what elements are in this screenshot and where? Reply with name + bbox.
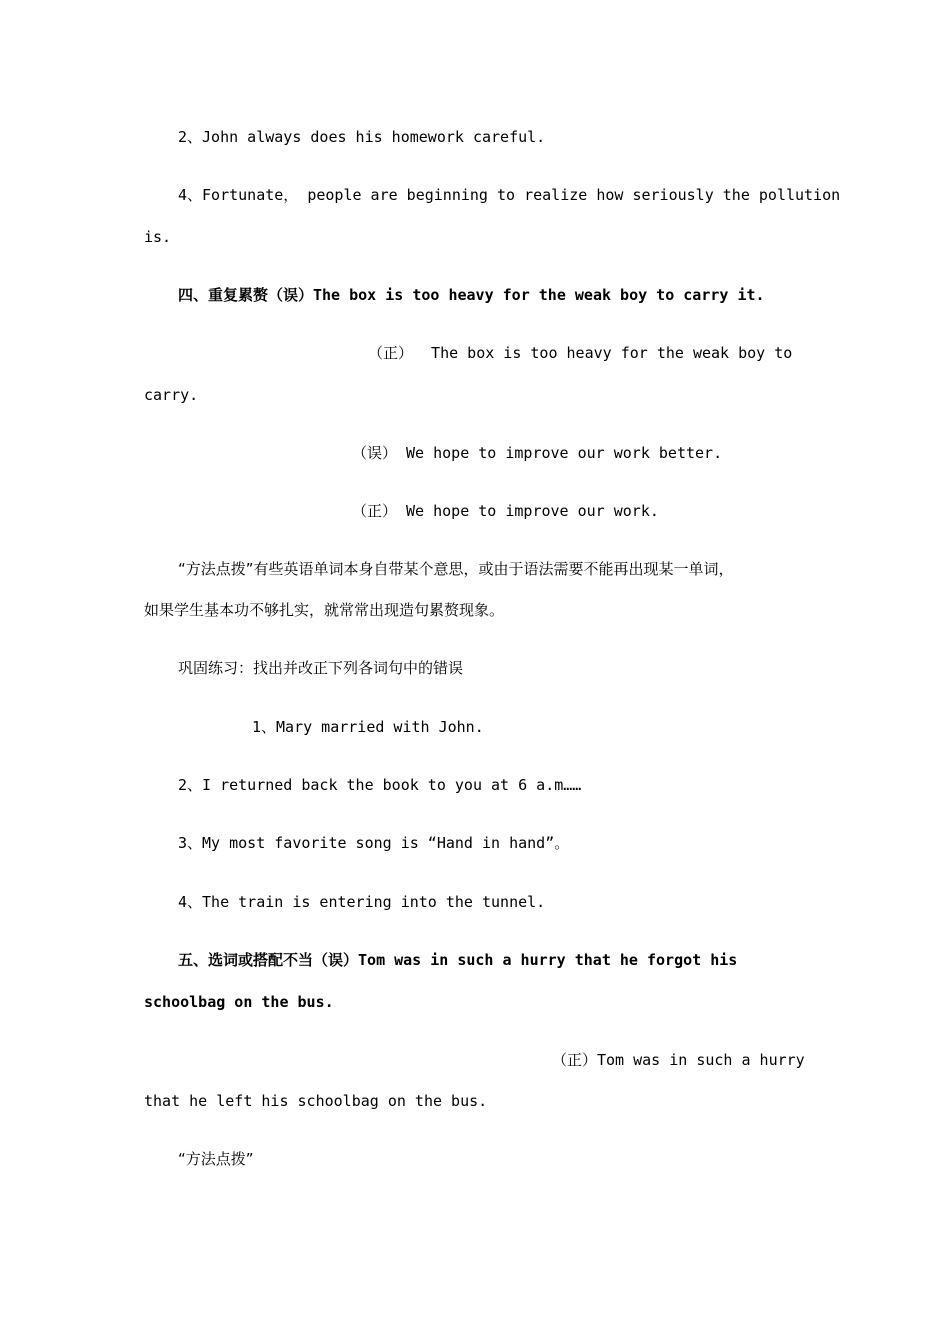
correct-example-1-continuation: carry. xyxy=(144,386,199,404)
method-tip-heading: “方法点拨” xyxy=(178,1150,254,1168)
section-five-heading-continuation: schoolbag on the bus. xyxy=(144,993,334,1011)
practice-item-3: 3、My most favorite song is “Hand in hand”。 xyxy=(178,834,570,852)
practice-item-4: 4、The train is entering into the tunnel. xyxy=(178,893,546,911)
exercise-line-4-continuation: is. xyxy=(144,228,172,246)
correct-example-3: （正）Tom was in such a hurry xyxy=(552,1051,805,1069)
exercise-line-2-careful: 2、John always does his homework careful. xyxy=(178,128,546,146)
correct-example-2: （正） We hope to improve our work. xyxy=(352,502,659,520)
exercise-line-4-fortunate: 4、Fortunate， people are beginning to realize how seriously the pollution xyxy=(178,186,841,204)
section-five-heading: 五、选词或搭配不当（误）Tom was in such a hurry that he forgot his xyxy=(178,951,738,969)
section-four-heading: 四、重复累赘（误）The box is too heavy for the weak boy to carry it. xyxy=(178,286,765,304)
correct-example-3-continuation: that he left his schoolbag on the bus. xyxy=(144,1092,488,1110)
practice-item-1: 1、Mary married with John. xyxy=(252,718,484,736)
practice-item-2: 2、I returned back the book to you at 6 a.m…… xyxy=(178,776,582,794)
method-tip-line-1: “方法点拨”有些英语单词本身自带某个意思，或由于语法需要不能再出现某一单词， xyxy=(178,560,734,578)
practice-heading: 巩固练习：找出并改正下列各词句中的错误 xyxy=(178,659,464,677)
wrong-example-2: （误） We hope to improve our work better. xyxy=(352,444,723,462)
method-tip-line-2: 如果学生基本功不够扎实，就常常出现造句累赘现象。 xyxy=(144,601,505,619)
correct-example-1: （正） The box is too heavy for the weak boy to xyxy=(368,344,793,362)
